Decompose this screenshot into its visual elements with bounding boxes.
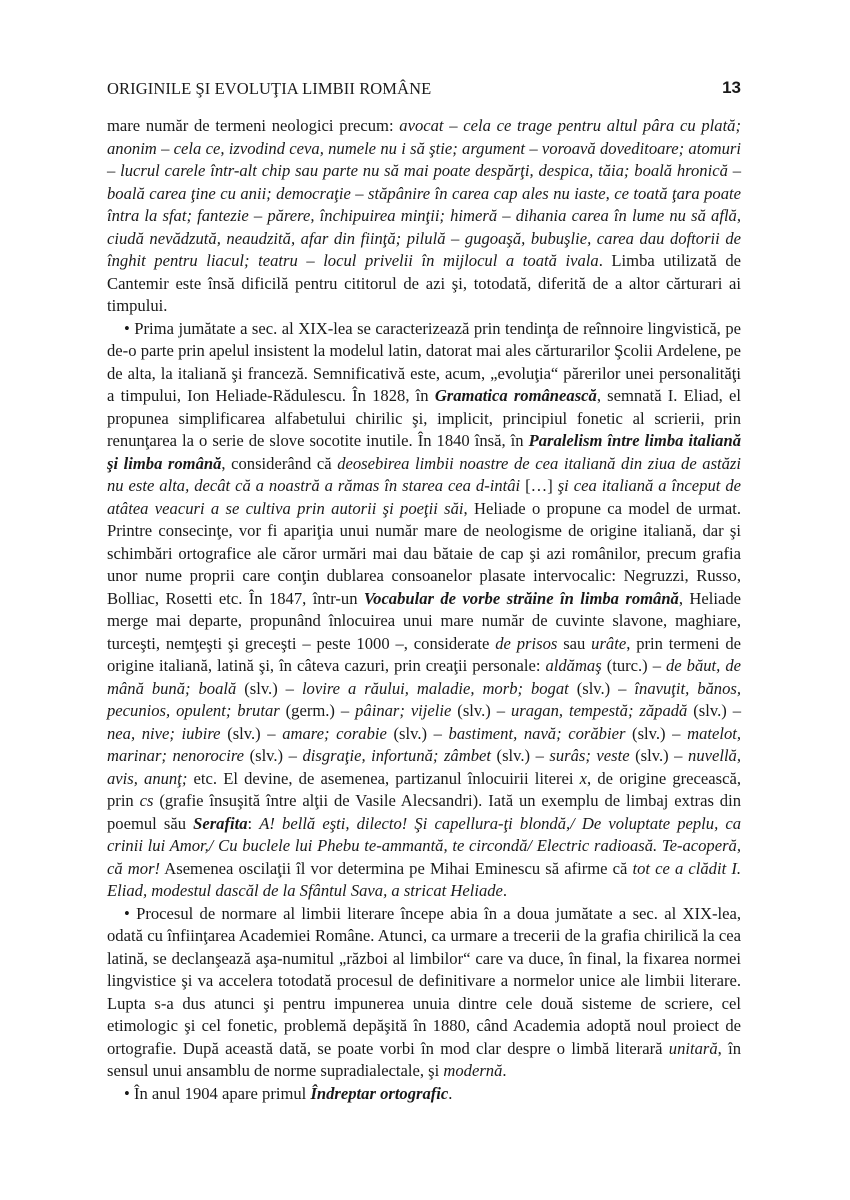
text-run: • În anul 1904 apare primul (124, 1083, 311, 1103)
text-run: (slv.) – (220, 723, 283, 743)
italic-text: surâs; veste (549, 746, 630, 765)
text-run: (germ.) – (279, 701, 356, 720)
italic-text: de băut, de mână bună; boală (107, 656, 741, 698)
italic-text: uragan, tempestă; zăpadă (510, 701, 688, 720)
italic-text: modernă (443, 1061, 503, 1080)
title-reference: Îndreptar ortografic (310, 1083, 449, 1103)
text-run: sau (557, 633, 592, 653)
text-run: (slv.) – (244, 746, 303, 765)
text-run: . Limba utilizată de Cantemir este însă dificilă pentru cititorul de azi şi, totodată, diferită de a altor cărturari ai timpului. (107, 251, 742, 315)
italic-text: x (579, 768, 588, 788)
italic-text: amare; corabie (282, 723, 387, 743)
italic-text: de prisos (495, 633, 558, 653)
paragraph (107, 115, 741, 318)
italic-text: A! bellă eşti, dilecto! Şi capellura-ţi blondă,/ De voluptate peplu, ca crinii lui Amor,/ Cu buclele lui Phebu te-ammantă, te circondă/ Electric radioasă. Te-acoperă, că mor! (107, 813, 741, 878)
text-run: mare număr de termeni neologici precum: (107, 116, 400, 135)
text-run: , prin termeni de origine italiană, latină şi, în câteva cazuri, prin creaţii personale: (107, 633, 742, 675)
text-run: , semnată I. Eliad, el propunea simplificarea alfabetului chirilic şi, implicit, principiul fonetic al scrierii, prin renunţarea la o serie de slove socotite inutile. În 1840 însă, în (107, 386, 741, 450)
italic-text: lovire a răului, maladie, morb; bogat (301, 678, 569, 698)
text-run: • Procesul de normare al limbii literare începe abia în a doua jumătate a sec. al XIX-lea, odată cu înfiinţarea Academiei Române. Atunci, ca urmare a trecerii de la grafia chirilică la cea latină, se declanşează aşa-numitul „război al limbilor“ care va duce, în final, la fixarea normei lingvistice şi va accelera totodată procesul de definitivare a normelor unice ale limbii literare. Lupta s-a dus atunci şi pentru impunerea unuia dintre cele două sisteme de scriere, cel etimologic şi cel fonetic, problemă depăşită în 1880, când Academia adoptă noul proiect de ortografie. După această dată, se poate vorbi în mod clar despre o limbă literară (107, 903, 741, 1058)
body-text (107, 115, 741, 1105)
title-reference: Serafita (193, 813, 248, 833)
text-run: , în sensul unui ansamblu de norme supradialectale, şi (107, 1038, 741, 1080)
text-run: , de origine grecească, prin (107, 768, 741, 810)
text-run: (slv.) – (236, 678, 302, 698)
title-reference: Gramatica românească (434, 386, 597, 405)
italic-text: disgraţie, infortună; zâmbet (302, 746, 491, 765)
text-run: , Heliade merge mai departe, propunând înlocuirea unui mare număr de cuvinte slavone, maghiare, turceşti, nemţeşti şi greceşti – peste 1000 –, considerate (107, 588, 741, 653)
italic-text: deosebirea limbii noastre de cea italiană din ziua de astăzi nu este alta, decât că a noastră a rămas în starea cea d-intâi (107, 453, 741, 495)
paragraph (107, 903, 741, 1083)
italic-text: urâte (591, 633, 627, 653)
italic-text: nuvellă, avis, anunţ; (107, 746, 742, 788)
text-run: Asemenea oscilaţii îl vor determina pe Mihai Eminescu să afirme că (160, 858, 633, 878)
italic-text: tot ce a clădit I. Eliad, modestul dascăl de la Sfântul Sava, a stricat Heliade (107, 858, 741, 900)
text-run: • Prima jumătate a sec. al XIX-lea se caracterizează prin tendinţa de reînnoire lingvistică, pe de-o parte prin apelul insistent la modelul latin, datorat mai ales cărturarilor Şcolii Ardelene, pe de alta, la italiană şi franceză. Semnificativă este, acum, „evoluţia“ părerilor unei personalităţi a timpului, Ion Heliade-Rădulescu. În 1828, în (107, 318, 741, 405)
text-run: , considerând că (221, 453, 338, 473)
text-run: . (502, 1061, 507, 1080)
italic-text: nea, nive; iubire (107, 723, 221, 743)
title-reference: Paralelism între limba italiană şi limba română (107, 431, 741, 473)
running-title: ORIGINILE ŞI EVOLUŢIA LIMBII ROMÂNE (107, 79, 432, 98)
text-run: (slv.) – (491, 746, 550, 765)
text-run: . (502, 881, 508, 900)
italic-text: aldămaş (545, 656, 602, 675)
italic-text: avocat – cela ce trage pentru altul pâra cu plată; anonim – cela ce, izvodind ceva, numele nu i să ştie; argument – voroavă doveditoare; atomuri – lucrul carele într-alt chip sau parte nu să mai poate despărţi, despica, tăia; boală hronică – boală carea ţine cu anii; democraţie – stăpânire în carea cap ales nu iaste, ce toată ţara poate întra la sfat; fantezie – părere, închipuirea minţii; himeră – dihania carea în lume nu să află, ciudă nevădzută, neaudzită, afar din fiinţă; pilulă – gugoaşă, bubuşlie, carea dau doftorii de înghit pentru liacul; teatru – locul privelii în mijlocul a toată ivala (107, 116, 741, 270)
text-run: etc. El devine, de asemenea, partizanul înlocuirii literei (187, 768, 580, 788)
italic-text: şi cea italiană a început de atâtea veacuri a se cultiva prin autorii şi poeţii săi (107, 476, 741, 518)
text-run: (slv.) – (451, 701, 511, 720)
text-run: (slv.) – (687, 701, 741, 720)
italic-text: pâinar; vijelie (355, 701, 452, 720)
text-run: (slv.) – (625, 723, 688, 743)
paragraph (107, 318, 741, 903)
running-header (107, 79, 741, 103)
text-run: : (247, 813, 260, 833)
text-run: (grafie însuşită între alţii de Vasile Alecsandri). Iată un exemplu de limbaj extras din poemul său (107, 791, 741, 833)
italic-text: matelot, marinar; nenorocire (107, 723, 742, 765)
title-reference: Vocabular de vorbe străine în limba română (363, 588, 679, 608)
text-run: (turc.) – (601, 656, 666, 675)
text-run: […] (520, 476, 558, 495)
text-run: (slv.) – (568, 678, 635, 698)
italic-text: înavuţit, bănos, pecunios, opulent; brutar (107, 678, 741, 720)
paragraph (107, 1083, 741, 1106)
text-run: . (448, 1083, 453, 1103)
italic-text: cs (139, 791, 154, 810)
text-run: (slv.) – (386, 723, 449, 743)
italic-text: bastiment, navă; corăbier (448, 723, 626, 743)
italic-text: unitară (668, 1038, 718, 1058)
text-run: (slv.) – (629, 746, 689, 765)
text-run: , Heliade o propune ca model de urmat. Printre consecinţe, vor fi apariţia unui număr mare de neologisme de origine italiană, dar şi schimbări ortografice ale căror urmări mai dau bătaie de cap şi azi românilor, precum grafia unor nume proprii care conţin dublarea consoanelor plasate intervocalic: Negruzzi, Russo, Bolliac, Rosetti etc. În 1847, într-un (107, 498, 741, 608)
page-number: 13 (722, 78, 741, 97)
